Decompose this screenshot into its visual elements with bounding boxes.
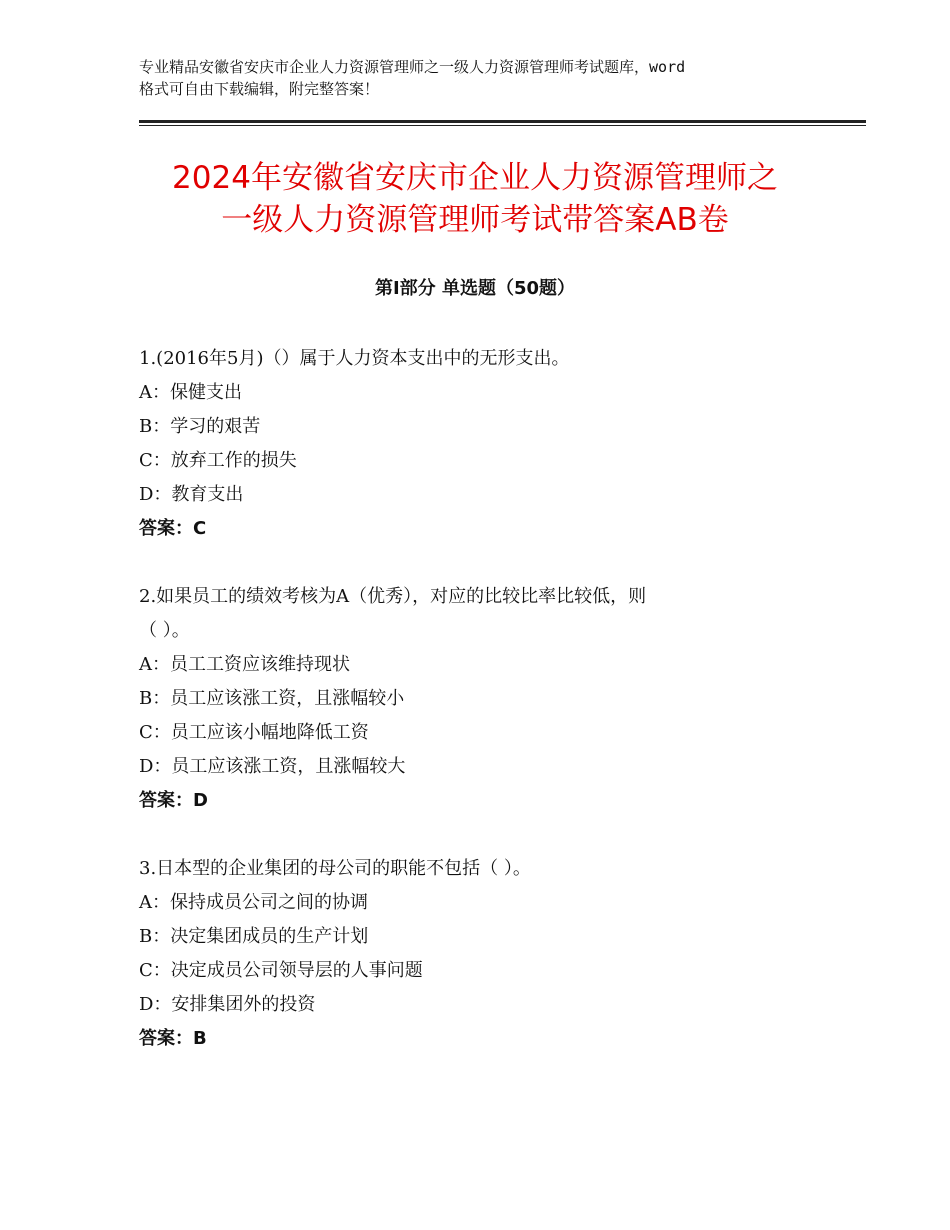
question-3 — [139, 852, 819, 1056]
question-2 — [139, 580, 819, 818]
header-rule-thin — [139, 125, 866, 126]
header-note-line-2: 格式可自由下载编辑，附完整答案！ — [139, 80, 380, 98]
question-stem: 1.(2016年5月)（）属于人力资本支出中的无形支出。 — [139, 348, 570, 369]
option-a: A：保健支出 — [139, 382, 242, 403]
question-stem-continuation: （ ）。 — [139, 620, 190, 641]
option-b: B：学习的艰苦 — [139, 416, 261, 437]
header-note — [139, 56, 829, 100]
header-note-line-1: 专业精品安徽省安庆市企业人力资源管理师之一级人力资源管理师考试题库，word — [139, 58, 686, 76]
option-d: D：员工应该涨工资，且涨幅较大 — [139, 756, 406, 777]
document-title — [100, 157, 850, 241]
option-a: A：保持成员公司之间的协调 — [139, 892, 368, 913]
option-c: C：决定成员公司领导层的人事问题 — [139, 960, 423, 981]
option-c: C：放弃工作的损失 — [139, 450, 297, 471]
answer-line: 答案：D — [139, 790, 208, 811]
section-title: 第Ⅰ部分 单选题（50题） — [374, 278, 575, 299]
question-stem: 3.日本型的企业集团的母公司的职能不包括（ ）。 — [139, 858, 531, 879]
option-a: A：员工工资应该维持现状 — [139, 654, 350, 675]
answer-line: 答案：B — [139, 1028, 207, 1049]
question-stem: 2.如果员工的绩效考核为A（优秀），对应的比较比率比较低，则 — [139, 586, 647, 607]
option-d: D：教育支出 — [139, 484, 244, 505]
question-list — [139, 342, 819, 1090]
option-b: B：员工应该涨工资，且涨幅较小 — [139, 688, 405, 709]
document-title-line-1: 2024年安徽省安庆市企业人力资源管理师之 — [172, 160, 778, 196]
document-title-line-2: 一级人力资源管理师考试带答案AB卷 — [221, 202, 729, 238]
question-1 — [139, 342, 819, 546]
option-c: C：员工应该小幅地降低工资 — [139, 722, 369, 743]
answer-line: 答案：C — [139, 518, 207, 539]
option-d: D：安排集团外的投资 — [139, 994, 316, 1015]
option-b: B：决定集团成员的生产计划 — [139, 926, 369, 947]
header-rule-thick — [139, 120, 866, 123]
